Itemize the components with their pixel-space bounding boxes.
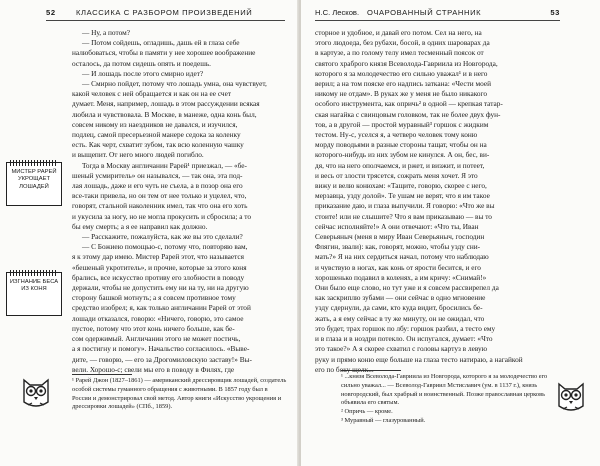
- text-line: и чувствую в ногах, как конь от ярости бесится, и его: [315, 262, 481, 272]
- text-line: и весь от злости трясется, сожрать меня хочет. Я это: [315, 170, 478, 180]
- text-line: его по боку щелк...: [315, 364, 374, 374]
- text-line: а я постигну и помогу». Начальство согласилось. «Выве-: [72, 344, 250, 354]
- text-line: тов, а в другой — простой муравный³ горшок с жидким: [315, 119, 489, 129]
- text-line: это будет, трах горшок по лбу: горшок разбил, а тесто ему: [315, 323, 496, 333]
- text-line: — Смирно пойдет, потому что лошадь умна, она чувствует,: [82, 79, 267, 89]
- text-line: Тогда в Москву англичанин Рарей¹ приезжал, — «бе-: [82, 160, 247, 170]
- footnote: ² Опричь — кроме.: [341, 408, 393, 416]
- text-line: руку и прямо коню еще больше на глаза тесто натираю, а нагайкой: [315, 354, 523, 364]
- text-line: какой человек с ней обращается и как он на ее счет: [72, 89, 232, 99]
- owl-icon: [555, 380, 587, 414]
- footnote: ¹ ...князя Всеволода-Гавриила из Новгорода, которого я за молодечество его сильно уважал... — Всеволод-Гавриил Мстиславич (ум. в 1137 г.), князь новгородский, был храбрый и воинственный. Позже православная церковь объявила его святым.: [341, 373, 548, 407]
- header-rule: [46, 20, 285, 21]
- margin-note-box: [6, 272, 62, 316]
- text-line: — И лошадь после этого смирно идет?: [82, 68, 204, 78]
- right-running-title: ОЧАРОВАННЫЙ СТРАННИК: [367, 8, 482, 17]
- text-line: особого инструмента, как опричь² в одной — крепкая татар-: [315, 99, 503, 109]
- text-line: лая лошадь, даже и его чуть не съела, а в позор она его: [72, 181, 243, 191]
- text-line: и выщепит. От него много людей погибло.: [72, 150, 204, 160]
- text-line: думает. Меня, например, лошадь в этом рассуждении всякая: [72, 99, 260, 109]
- right-body-text: [315, 28, 548, 375]
- text-line: дя, что на него ополчаемся, и ржет, и визжит, и потеет,: [315, 160, 485, 170]
- text-line: жать, а я ему сейчас в ту же минуту, он не ожидал, что: [315, 313, 485, 323]
- text-line: как заскриплю зубами — они сейчас в одно мгновение: [315, 293, 486, 303]
- margin-note-text: ИЗГНАНИЕ БЕСА ИЗ КОНЯ: [9, 279, 59, 293]
- text-line: ская нагайка с свинцовым головком, так не более двух фун-: [315, 109, 501, 119]
- text-line: дите, — говорю, — его за Дрогомиловскую заставу!» Вы-: [72, 354, 252, 364]
- text-line: в картузе, а по голому телу имел тесменный поясок от: [315, 48, 484, 58]
- text-line: подлец, самой пресерьезной манере седока за коленку: [72, 130, 241, 140]
- right-running-author: Н.С. Лесков.: [315, 8, 360, 17]
- right-running-header: [315, 8, 560, 22]
- left-running-header: [46, 8, 285, 22]
- text-line: пустое, потому что этот конь ничего больше, как бе-: [72, 323, 235, 333]
- text-line: любила и чувствовала. В Москве, в манеже, одна конь был,: [72, 109, 257, 119]
- text-line: сторону башкой мотнуть; а я совсем противное тому: [72, 293, 236, 303]
- text-line: вели. Хорошо-с; свели мы его в поводу в Филях, где: [72, 364, 235, 374]
- margin-note-box: [6, 162, 62, 206]
- text-line: стоите! или не слышите? Что я вам приказываю — вы то: [315, 211, 492, 221]
- footnote-rule: [72, 374, 132, 375]
- left-page: [0, 0, 299, 466]
- text-line: мать?» Я на них сердиться начал, потому что наблюдаю: [315, 252, 489, 262]
- text-line: — Ну, а потом?: [82, 28, 130, 37]
- text-line: хорошенько подавил в коленях, а им кричу: «Снимай!»: [315, 272, 487, 282]
- text-line: шеный усмиритель» он назывался, — так она, эта под-: [72, 170, 243, 180]
- text-line: сторное и удобное, и давай его потом. Сел на него, на: [315, 28, 482, 37]
- owl-icon: [20, 376, 52, 410]
- text-line: все-таки привела, но он тем от нее только и уцелел, что,: [72, 191, 247, 201]
- text-line: и укусила за ногу, но не могла прокусить и сбросила; а то: [72, 211, 252, 221]
- text-line: совсем никому из наездников не давался, и изучился,: [72, 119, 238, 129]
- footnote-rule: [341, 370, 401, 371]
- header-rule: [315, 20, 560, 21]
- left-running-title: КЛАССИКА С РАЗБОРОМ ПРОИЗВЕДЕНИЙ: [76, 8, 253, 17]
- margin-note-text: МИСТЕР РАРЕЙ УКРОЩАЕТ ЛОШАДЕЙ: [11, 169, 57, 190]
- text-line: есть. Как черт, схватит зубом, так всю коленную чашку: [72, 140, 244, 150]
- text-line: этого людоеда, без рубахи, босой, в одних шароварах да: [315, 38, 490, 48]
- text-line: Флягин, звали): как, говорят, можно, чтобы узду сни-: [315, 242, 481, 252]
- text-line: приказание даю, и глаза выпучили. Я говорю: «Что же вы: [315, 201, 495, 211]
- text-line: тестом. Ну-с, уселся я, а четверо человек тому коню: [315, 130, 478, 140]
- text-line: лошади отказался, говорю: «Ничего, говорю, это самое: [72, 313, 244, 323]
- text-line: говорят, стальной наколенник имел, так что она его хоть: [72, 201, 248, 211]
- text-line: средство изобрел; я, как только англичанин Рарей от этой: [72, 303, 251, 313]
- box-zigzag-decoration: [10, 270, 58, 276]
- text-line: налюбоваться, чтобы в памяти у нее хорошее воображение: [72, 48, 256, 58]
- footnote: ¹ Рарей Джон (1827–1861) — американский дрессировщик лошадей, создатель особой системы гуманного обращения с животными. В 1857 году был в России и демонстрировал свой метод. Автор книги «Искусство укрощения и дрессировки лошадей» (СПб., 1859).: [72, 377, 287, 411]
- text-line: никому не отдам». В руках же у меня не было никакого: [315, 89, 487, 99]
- text-line: узду сдернули, да сами, кто куда видит, бросились бе-: [315, 303, 483, 313]
- text-line: Они было еще слово, но тут уже и я совсем рассвирепел да: [315, 283, 499, 293]
- left-page-number: 52: [46, 8, 56, 17]
- text-line: которого-нибудь из них зубом не кинулся. А он, бес, ви-: [315, 150, 490, 160]
- text-line: мерзавца, узду долой». Те ушам не верят, что я им такое: [315, 191, 490, 201]
- text-line: осталось, да потом сидешь опять и поедешь.: [72, 58, 211, 68]
- left-footnotes: [72, 374, 287, 412]
- text-line: я к этому дар имею. Мистер Рарей этот, что называется: [72, 252, 245, 262]
- text-line: это такое?» А я скорее схватил с головы картуз в левую: [315, 344, 488, 354]
- text-line: морду поводьями в разные стороны тащат, чтобы он на: [315, 140, 487, 150]
- text-line: которого я за молодечество его сильно уважал¹ и в него: [315, 68, 488, 78]
- text-line: сейчас исполняйте!» А они отвечают: «Что ты, Иван: [315, 221, 479, 231]
- text-line: — Расскажите, пожалуйста, как же вы это сделали?: [82, 232, 243, 242]
- text-line: бы ему смерть; а я ее направил как должно.: [72, 221, 208, 231]
- text-line: — С Божиею помощью-с, потому что, повторяю вам,: [82, 242, 248, 252]
- left-body-text: [72, 28, 285, 375]
- text-line: и в глаза и в ноздри потекло. Он испугался, думает: «Что: [315, 334, 493, 344]
- text-line: — Потом сойдешь, огладишь, дашь ей в глаза себе: [82, 38, 240, 48]
- text-line: верил; а на том пояске его надпись заткана: «Чести моей: [315, 79, 492, 89]
- footnote: ³ Муравный — глазурованный.: [341, 416, 426, 424]
- text-line: брались, все искусство противу его злобности в поводу: [72, 272, 245, 282]
- right-footnotes: [341, 370, 548, 426]
- text-line: святого храброго князя Всеволода-Гавриила из Новгорода,: [315, 58, 498, 68]
- text-line: сом одержимый. Англичанин этого не может постичь,: [72, 334, 241, 344]
- text-line: «бешеный укротитель», и прочие, которые за этого коня: [72, 262, 247, 272]
- right-page: [301, 0, 600, 466]
- text-line: Северьяныч (меня в миру Иван Северьяныч, господин: [315, 232, 485, 242]
- box-zigzag-decoration: [10, 160, 58, 166]
- text-line: вижу и велю конюхам: «Тащите, говорю, скорее с него,: [315, 181, 487, 191]
- right-page-number: 53: [550, 8, 560, 17]
- text-line: держали, чтобы не допустить ему ни на ту, ни на другую: [72, 283, 249, 293]
